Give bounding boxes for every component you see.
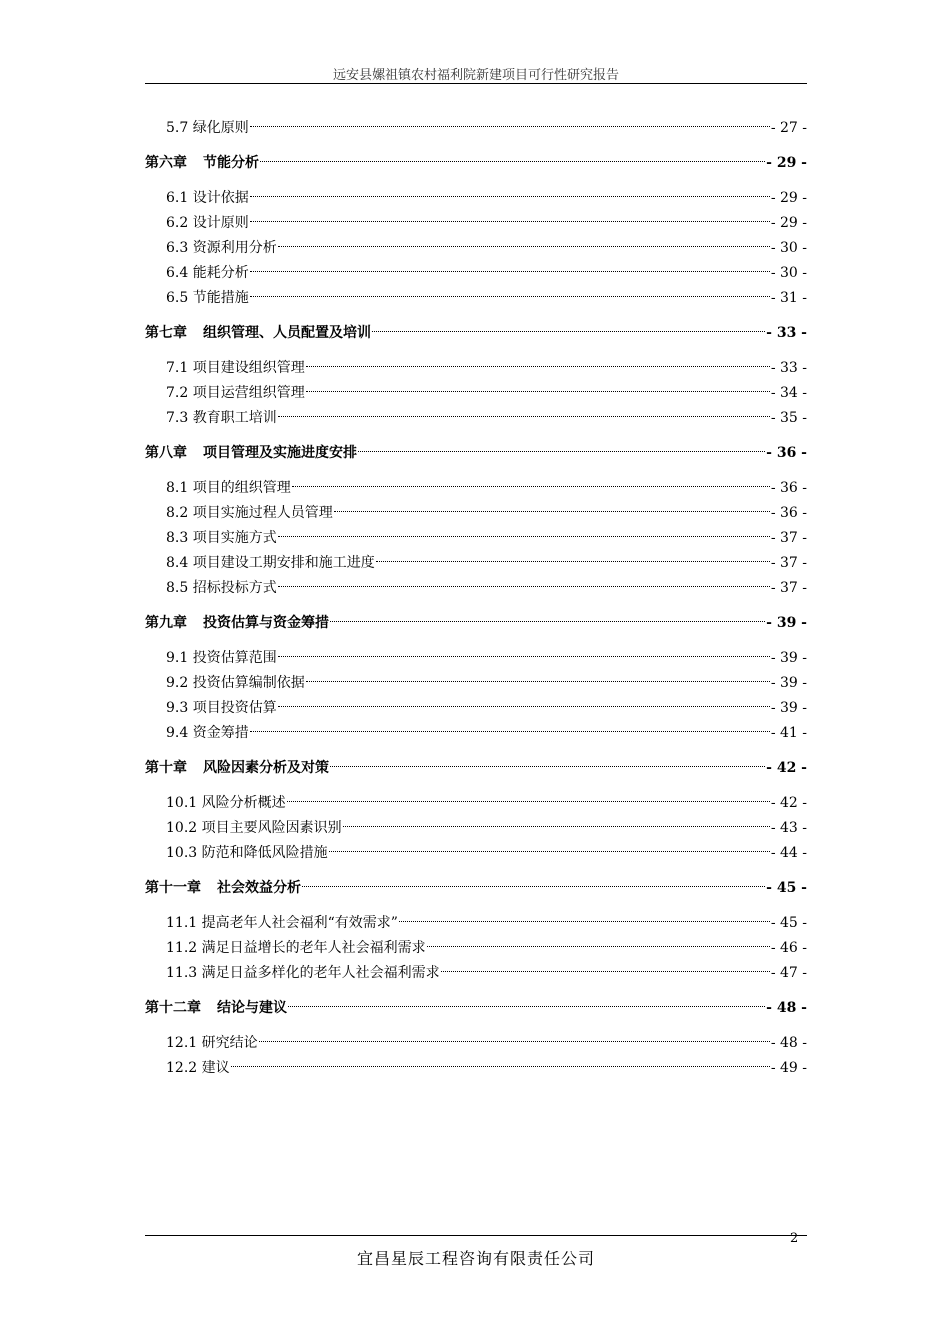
toc-entry-title: 9.4 资金筹措 [166, 725, 249, 741]
toc-entry-title [145, 756, 329, 781]
header-divider [145, 83, 807, 84]
dot-leader [372, 331, 765, 332]
toc-chapter-entry[interactable] [145, 756, 807, 781]
toc-entry-title [145, 151, 259, 176]
toc-page-number: - 39 - [766, 615, 807, 631]
toc-section-entry[interactable] [145, 211, 807, 236]
chapter-title: 节能分析 [203, 155, 259, 171]
toc-section-entry[interactable] [145, 961, 807, 986]
toc-page-number: - 39 - [770, 650, 807, 666]
toc-page-number: - 33 - [770, 360, 807, 376]
toc-page-number: - 45 - [770, 915, 807, 931]
toc-section-entry[interactable] [145, 936, 807, 961]
toc-section-entry[interactable] [145, 286, 807, 311]
dot-leader [441, 971, 770, 972]
dot-leader [427, 946, 770, 947]
toc-page-number: - 31 - [770, 290, 807, 306]
dot-leader [302, 886, 765, 887]
dot-leader [292, 486, 770, 487]
toc-section-entry[interactable] [145, 816, 807, 841]
toc-chapter-entry[interactable] [145, 321, 807, 346]
dot-leader [329, 851, 770, 852]
dot-leader [278, 246, 770, 247]
toc-page-number: - 46 - [770, 940, 807, 956]
toc-page-number: - 29 - [766, 155, 807, 171]
dot-leader [250, 196, 770, 197]
dot-leader [278, 656, 770, 657]
toc-section-entry[interactable] [145, 501, 807, 526]
toc-page-number: - 30 - [770, 240, 807, 256]
chapter-title: 组织管理、人员配置及培训 [203, 325, 371, 341]
chapter-number: 第八章 [145, 445, 187, 461]
dot-leader [260, 161, 765, 162]
toc-section-entry[interactable] [145, 841, 807, 866]
footer-divider [145, 1235, 807, 1236]
chapter-title: 投资估算与资金筹措 [203, 615, 329, 631]
toc-page-number: - 49 - [770, 1060, 807, 1076]
toc-section-entry[interactable] [145, 791, 807, 816]
dot-leader [231, 1066, 770, 1067]
toc-entry-title: 5.7 绿化原则 [166, 120, 249, 136]
toc-section-entry[interactable] [145, 186, 807, 211]
toc-page-number: - 45 - [766, 880, 807, 896]
toc-section-entry[interactable] [145, 646, 807, 671]
toc-page-number: - 35 - [770, 410, 807, 426]
toc-page-number: - 29 - [770, 190, 807, 206]
toc-entry-title [145, 441, 357, 466]
toc-page-number: - 36 - [770, 505, 807, 521]
toc-page-number: - 43 - [770, 820, 807, 836]
toc-entry-title: 8.4 项目建设工期安排和施工进度 [166, 555, 375, 571]
toc-entry-title: 8.5 招标投标方式 [166, 580, 277, 596]
dot-leader [288, 1006, 765, 1007]
toc-entry-title [145, 611, 329, 636]
dot-leader [399, 921, 770, 922]
toc-section-entry[interactable] [145, 476, 807, 501]
chapter-number: 第十一章 [145, 880, 201, 896]
toc-section-entry[interactable] [145, 671, 807, 696]
toc-page-number: - 48 - [770, 1035, 807, 1051]
toc-page-number: - 47 - [770, 965, 807, 981]
toc-entry-title: 10.2 项目主要风险因素识别 [166, 820, 342, 836]
toc-entry-title: 8.3 项目实施方式 [166, 530, 277, 546]
toc-chapter-entry[interactable] [145, 151, 807, 176]
toc-chapter-entry[interactable] [145, 441, 807, 466]
toc-entry-title: 10.3 防范和降低风险措施 [166, 845, 328, 861]
toc-entry-title: 9.2 投资估算编制依据 [166, 675, 305, 691]
toc-entry-title [145, 321, 371, 346]
toc-entry-title: 12.2 建议 [166, 1060, 230, 1076]
toc-section-entry[interactable] [145, 261, 807, 286]
toc-section-entry[interactable] [145, 551, 807, 576]
toc-page-number: - 34 - [770, 385, 807, 401]
toc-entry-title: 10.1 风险分析概述 [166, 795, 286, 811]
toc-page-number: - 30 - [770, 265, 807, 281]
toc-entry-title: 6.2 设计原则 [166, 215, 249, 231]
toc-section-entry[interactable] [145, 696, 807, 721]
dot-leader [330, 621, 765, 622]
toc-page-number: - 33 - [766, 325, 807, 341]
toc-entry-title: 7.1 项目建设组织管理 [166, 360, 305, 376]
chapter-number: 第九章 [145, 615, 187, 631]
table-of-contents [145, 116, 807, 1081]
toc-entry-title: 6.1 设计依据 [166, 190, 249, 206]
toc-section-entry[interactable] [145, 236, 807, 261]
chapter-title: 结论与建议 [217, 1000, 287, 1016]
toc-section-entry[interactable] [145, 1031, 807, 1056]
toc-page-number: - 41 - [770, 725, 807, 741]
dot-leader [287, 801, 770, 802]
toc-page-number: - 39 - [770, 675, 807, 691]
toc-entry-title: 9.3 项目投资估算 [166, 700, 277, 716]
footer-company: 宜昌星辰工程咨询有限责任公司 [356, 1249, 595, 1268]
toc-entry-title [145, 996, 287, 1021]
toc-entry-title: 8.1 项目的组织管理 [166, 480, 291, 496]
toc-entry-title: 11.2 满足日益增长的老年人社会福利需求 [166, 940, 426, 956]
toc-entry-title: 7.3 教育职工培训 [166, 410, 277, 426]
dot-leader [278, 416, 770, 417]
dot-leader [278, 536, 770, 537]
chapter-number: 第十二章 [145, 1000, 201, 1016]
toc-chapter-entry[interactable] [145, 611, 807, 636]
toc-page-number: - 29 - [770, 215, 807, 231]
dot-leader [278, 586, 770, 587]
toc-section-entry[interactable] [145, 116, 807, 141]
toc-section-entry[interactable] [145, 356, 807, 381]
dot-leader [278, 706, 770, 707]
toc-page-number: - 44 - [770, 845, 807, 861]
chapter-title: 风险因素分析及对策 [203, 760, 329, 776]
toc-entry-title: 8.2 项目实施过程人员管理 [166, 505, 333, 521]
toc-page-number: - 36 - [770, 480, 807, 496]
chapter-title: 社会效益分析 [217, 880, 301, 896]
toc-page-number: - 42 - [770, 795, 807, 811]
toc-page-number: - 27 - [770, 120, 807, 136]
dot-leader [306, 366, 770, 367]
toc-page-number: - 37 - [770, 530, 807, 546]
toc-page-number: - 48 - [766, 1000, 807, 1016]
running-header: 远安县嫘祖镇农村福利院新建项目可行性研究报告 [332, 68, 619, 83]
toc-entry-title: 6.4 能耗分析 [166, 265, 249, 281]
toc-entry-title: 6.3 资源利用分析 [166, 240, 277, 256]
dot-leader [330, 766, 765, 767]
toc-page-number: - 37 - [770, 555, 807, 571]
toc-section-entry[interactable] [145, 576, 807, 601]
dot-leader [334, 511, 770, 512]
dot-leader [250, 126, 770, 127]
toc-section-entry[interactable] [145, 406, 807, 431]
toc-section-entry[interactable] [145, 721, 807, 746]
dot-leader [343, 826, 770, 827]
dot-leader [250, 271, 770, 272]
toc-page-number: - 36 - [766, 445, 807, 461]
toc-entry-title [145, 876, 301, 901]
dot-leader [259, 1041, 770, 1042]
toc-page-number: - 39 - [770, 700, 807, 716]
toc-section-entry[interactable] [145, 1056, 807, 1081]
toc-entry-title: 6.5 节能措施 [166, 290, 249, 306]
toc-entry-title: 9.1 投资估算范围 [166, 650, 277, 666]
chapter-number: 第十章 [145, 760, 187, 776]
dot-leader [250, 731, 770, 732]
dot-leader [306, 391, 770, 392]
dot-leader [306, 681, 770, 682]
toc-entry-title: 7.2 项目运营组织管理 [166, 385, 305, 401]
toc-entry-title: 11.1 提高老年人社会福利“有效需求” [166, 915, 398, 931]
chapter-number: 第六章 [145, 155, 187, 171]
toc-chapter-entry[interactable] [145, 996, 807, 1021]
dot-leader [250, 221, 770, 222]
toc-section-entry[interactable] [145, 381, 807, 406]
toc-entry-title: 11.3 满足日益多样化的老年人社会福利需求 [166, 965, 440, 981]
page-number: 2 [790, 1231, 799, 1246]
toc-chapter-entry[interactable] [145, 876, 807, 901]
dot-leader [358, 451, 765, 452]
chapter-title: 项目管理及实施进度安排 [203, 445, 357, 461]
toc-section-entry[interactable] [145, 526, 807, 551]
chapter-number: 第七章 [145, 325, 187, 341]
dot-leader [376, 561, 770, 562]
toc-section-entry[interactable] [145, 911, 807, 936]
toc-page-number: - 37 - [770, 580, 807, 596]
toc-entry-title: 12.1 研究结论 [166, 1035, 258, 1051]
toc-page-number: - 42 - [766, 760, 807, 776]
dot-leader [250, 296, 770, 297]
